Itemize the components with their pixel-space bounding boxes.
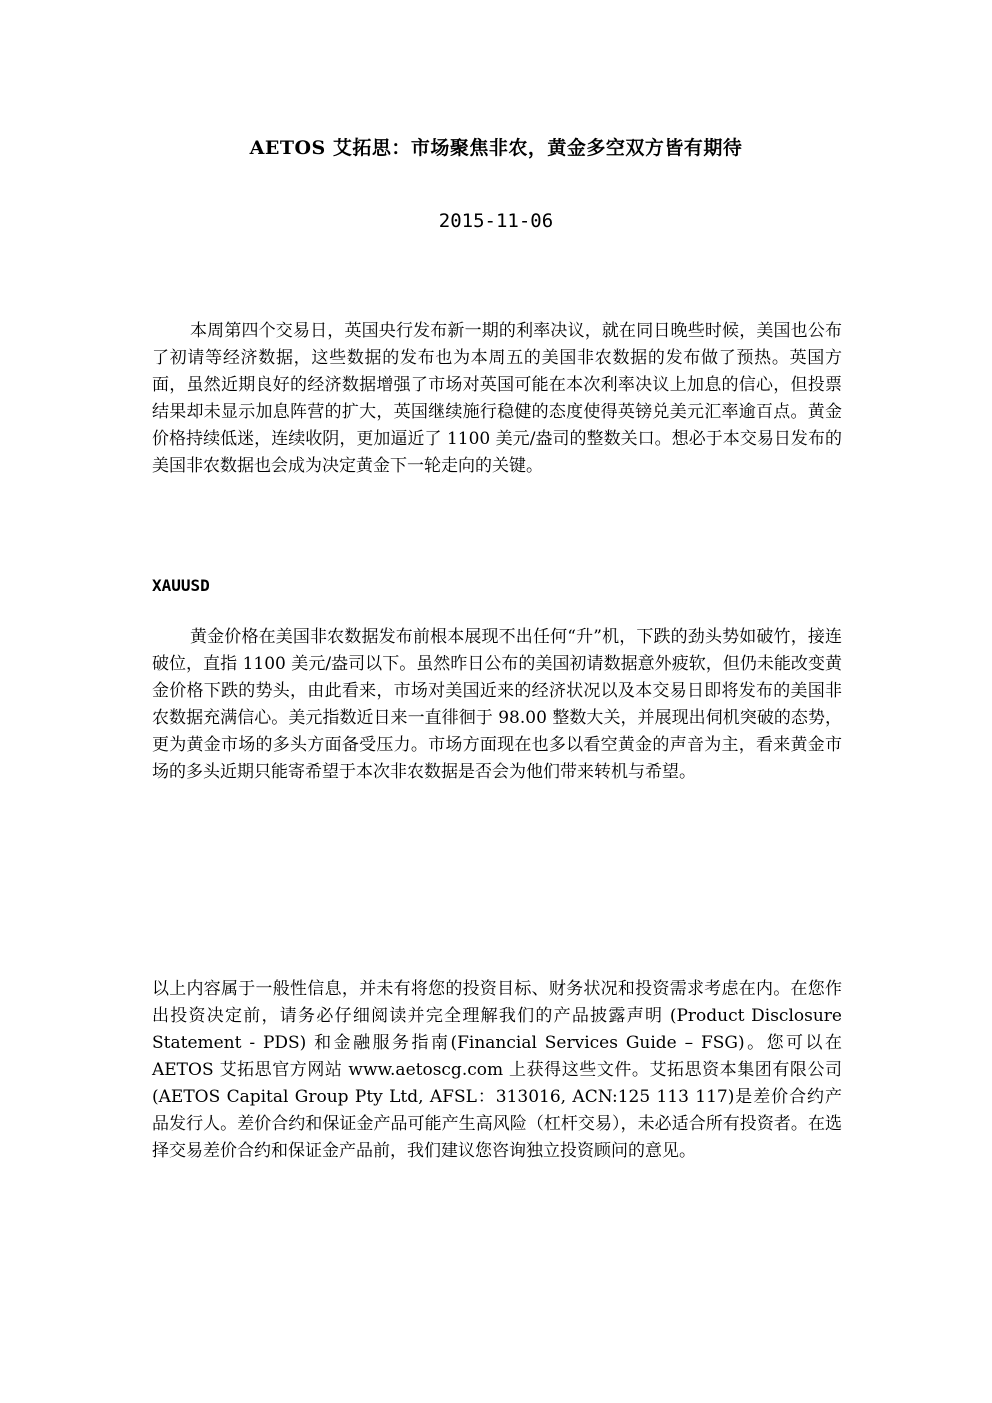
section-heading-xauusd: XAUUSD bbox=[152, 576, 210, 595]
document-date: 2015-11-06 bbox=[438, 210, 554, 232]
xauusd-paragraph: 黄金价格在美国非农数据发布前根本展现不出任何“升”机，下跌的劲头势如破竹，接连破位，直指 1100 美元/盎司以下。虽然昨日公布的美国初请数据意外疲软，但仍未能改变黄金价格下跌的势头，由此看来，市场对美国近来的经济状况以及本交易日即将发布的美国非农数据充满信心。美元指数近日来一直徘徊于 98.00 整数大关，并展现出伺机突破的态势，更为黄金市场的多头方面备受压力。市场方面现在也多以看空黄金的声音为主，看来黄金市场的多头近期只能寄希望于本次非农数据是否会为他们带来转机与希望。 bbox=[152, 627, 842, 782]
disclaimer-paragraph: 以上内容属于一般性信息，并未有将您的投资目标、财务状况和投资需求考虑在内。在您作出投资决定前，请务必仔细阅读并完全理解我们的产品披露声明 (Product Disclosure Statement - PDS) 和金融服务指南(Financial Services Guide – FSG)。您可以在 AETOS 艾拓思官方网站 www.aetoscg.com 上获得这些文件。艾拓思资本集团有限公司(AETOS Capital Group Pty Ltd, AFSL：313016, ACN:125 113 117)是差价合约产品发行人。差价合约和保证金产品可能产生高风险（杠杆交易），未必适合所有投资者。在选择交易差价合约和保证金产品前，我们建议您咨询独立投资顾问的意见。 bbox=[152, 979, 842, 1161]
intro-paragraph: 本周第四个交易日，英国央行发布新一期的利率决议，就在同日晚些时候，美国也公布了初请等经济数据，这些数据的发布也为本周五的美国非农数据的发布做了预热。英国方面，虽然近期良好的经济数据增强了市场对英国可能在本次利率决议上加息的信心，但投票结果却未显示加息阵营的扩大，英国继续施行稳健的态度使得英镑兑美元汇率逾百点。黄金价格持续低迷，连续收阴，更加逼近了 1100 美元/盎司的整数关口。想必于本交易日发布的美国非农数据也会成为决定黄金下一轮走向的关键。 bbox=[152, 321, 842, 476]
document-title: AETOS 艾拓思：市场聚焦非农，黄金多空双方皆有期待 bbox=[249, 137, 743, 159]
